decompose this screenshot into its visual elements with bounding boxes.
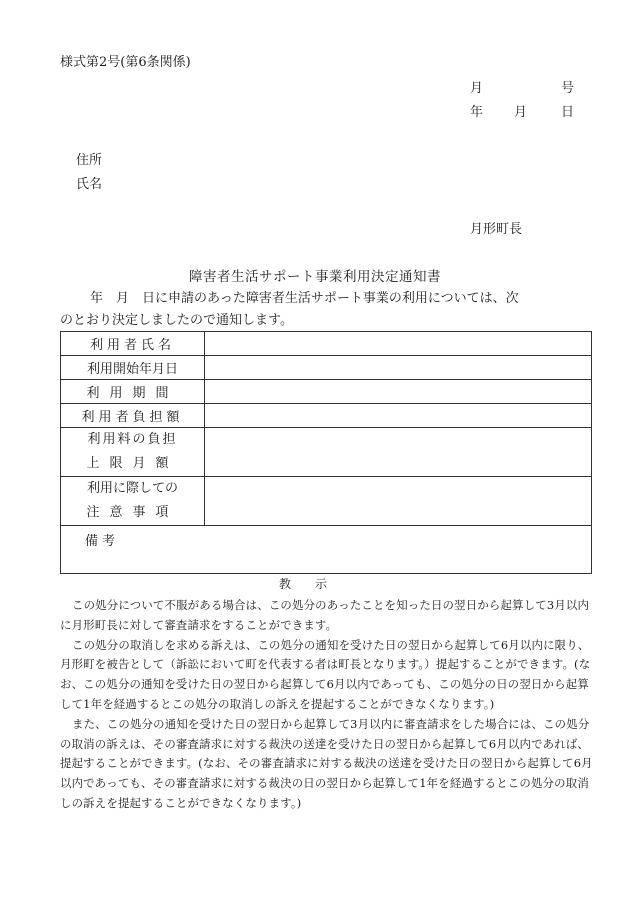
row-burden: [61, 404, 592, 428]
notice-paragraph-1: この処分について不服がある場合は、この処分のあったことを知った日の翌日から起算して3月以内に月形町長に対して審査請求をすることができます。: [60, 598, 590, 632]
label-period: 利用期間: [61, 380, 205, 404]
form-number: 様式第2号(第6条関係): [60, 55, 191, 70]
value-start-date: [205, 356, 592, 380]
doc-number-month: 月: [470, 81, 484, 96]
date-day: 日: [561, 105, 575, 120]
intro-line-2: のとおり決定しましたので通知します。: [60, 313, 293, 328]
label-notes-line-2: 注意事項: [86, 505, 179, 520]
row-start-date: [61, 356, 592, 380]
name-label: 氏名: [76, 177, 103, 192]
address-label: 住所: [76, 153, 103, 168]
value-user-name: [205, 332, 592, 356]
date-month: 月: [514, 105, 528, 120]
doc-number-suffix: 号: [561, 81, 575, 96]
label-limit-line-2: 上限月額: [86, 456, 179, 471]
label-burden: 利用者負担額: [61, 404, 205, 428]
value-limit: [205, 428, 592, 477]
label-limit: [61, 428, 205, 477]
row-user-name: [61, 332, 592, 356]
label-start-date: 利用開始年月日: [61, 356, 205, 380]
label-limit-line-1: 利用料の負担: [87, 432, 178, 447]
label-remarks: 備考: [85, 534, 120, 549]
row-limit: [61, 428, 592, 477]
issuer: 月形町長: [470, 222, 523, 237]
value-notes: [205, 477, 592, 526]
document-title: 障害者生活サポート事業利用決定通知書: [189, 269, 441, 285]
decision-table: [60, 331, 592, 574]
row-remarks: [61, 526, 592, 574]
label-user-name: 利用者氏名: [61, 332, 205, 356]
notice-paragraph-3: また、この処分の通知を受けた日の翌日から起算して3月以内に審査請求をした場合には、この処分の取消の訴えは、その審査請求に対する裁決の送達を受けた日の翌日から起算して6月以内であれば、提起することができます。(なお、その審査請求に対する裁決の送達を受けた日の翌日から起算して6月以内であっても、その審査請求に対する裁決の日の翌日から起算して1年を経過するとこの処分の取消しの訴えを提起することができなくなります。): [60, 716, 593, 810]
date-year: 年: [470, 105, 484, 120]
notice-body: [60, 596, 595, 814]
intro-line-1: 年 月 日に申請のあった障害者生活サポート事業の利用については、次: [90, 291, 519, 306]
notice-paragraph-2: この処分の取消しを求める訴えは、この処分の通知を受けた日の翌日から起算して6月以内に限り、月形町を被告として（訴訟において町を代表する者は町長となります。）提起することができます。(なお、この処分の通知を受けた日の翌日から起算して6月以内であっても、この処分の日の翌日から起算して1年を経過するとこの処分の取消しの訴えを提起することができなくなります。): [60, 637, 591, 711]
value-period: [205, 380, 592, 404]
row-period: [61, 380, 592, 404]
intro-paragraph: [60, 288, 600, 332]
remarks-cell: [61, 526, 592, 574]
label-notes-line-1: 利用に際しての: [86, 481, 178, 496]
value-burden: [205, 404, 592, 428]
label-notes: [61, 477, 205, 526]
row-notes: [61, 477, 592, 526]
notice-title: 教示: [278, 577, 351, 591]
